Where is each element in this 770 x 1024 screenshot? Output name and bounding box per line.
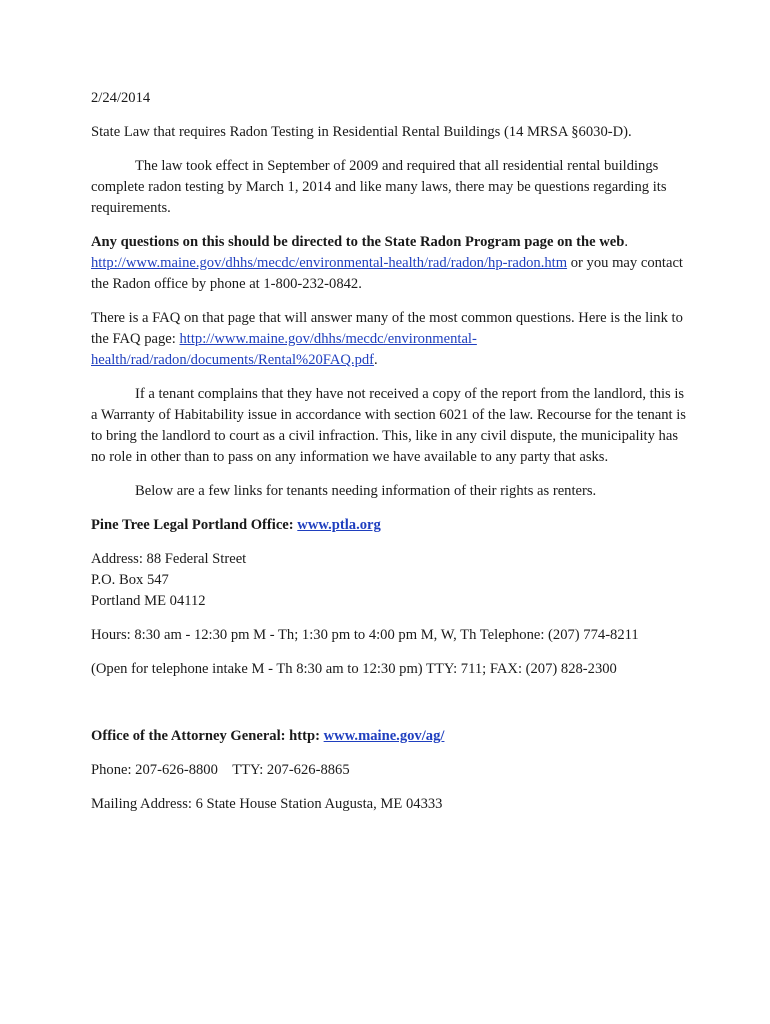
- faq-link-part2[interactable]: health/rad/radon/documents/Rental%20FAQ.pdf: [91, 352, 375, 368]
- document-subject: State Law that requires Radon Testing in Residential Rental Buildings (14 MRSA §6030-D).: [91, 124, 632, 140]
- questions-period: .: [624, 234, 629, 250]
- ag-phone: Phone: 207-626-8800 TTY: 207-626-8865: [91, 762, 350, 778]
- questions-contact-text: or you may contact the Radon office by phone at 1-800-232-0842.: [91, 255, 683, 292]
- intro-paragraph: The law took effect in September of 2009 and required that all residential rental buildings complete radon testing by March 1, 2014 and like many laws, there may be questions regarding its requirements.: [91, 158, 667, 216]
- ptla-heading-text: Pine Tree Legal Portland Office:: [91, 517, 298, 533]
- ag-mailing-address: Mailing Address: 6 State House Station Augusta, ME 04333: [91, 796, 443, 812]
- ptla-hours: Hours: 8:30 am - 12:30 pm M - Th; 1:30 pm to 4:00 pm M, W, Th Telephone: (207) 774-8211: [91, 627, 639, 643]
- ptla-heading: [91, 515, 691, 536]
- ptla-link[interactable]: www.ptla.org: [297, 517, 381, 533]
- faq-period: .: [374, 352, 378, 368]
- ptla-address: [91, 549, 691, 612]
- tenant-complaint-paragraph: If a tenant complains that they have not received a copy of the report from the landlord, this is a Warranty of Habitability issue in accordance with section 6021 of the law. Recourse for the tenant is to bring the landlord to court as a civil infraction. This, like in any civil dispute, the municipality has no role in other than to pass on any information we have available to any party that asks.: [91, 386, 686, 465]
- ptla-intake: (Open for telephone intake M - Th 8:30 am to 12:30 pm) TTY: 711; FAX: (207) 828-2300: [91, 661, 617, 677]
- ptla-address-line3: Portland ME 04112: [91, 593, 206, 609]
- document-date: 2/24/2014: [91, 90, 151, 106]
- questions-bold-text: Any questions on this should be directed to the State Radon Program page on the web: [91, 234, 625, 250]
- questions-paragraph: [91, 232, 691, 295]
- ag-link[interactable]: www.maine.gov/ag/: [323, 728, 445, 744]
- radon-program-link[interactable]: http://www.maine.gov/dhhs/mecdc/environmental-health/rad/radon/hp-radon.htm: [91, 255, 568, 271]
- ag-heading: [91, 726, 691, 747]
- ag-heading-text: Office of the Attorney General: http:: [91, 728, 324, 744]
- faq-paragraph: [91, 308, 691, 371]
- faq-text: There is a FAQ on that page that will answer many of the most common questions. Here is the link to the FAQ page:: [91, 310, 683, 347]
- document-page: [91, 88, 691, 828]
- links-intro-paragraph: Below are a few links for tenants needing information of their rights as renters.: [135, 483, 597, 499]
- ptla-address-line1: Address: 88 Federal Street: [91, 551, 247, 567]
- ptla-address-line2: P.O. Box 547: [91, 572, 169, 588]
- faq-link-part1[interactable]: http://www.maine.gov/dhhs/mecdc/environmental-: [179, 331, 477, 347]
